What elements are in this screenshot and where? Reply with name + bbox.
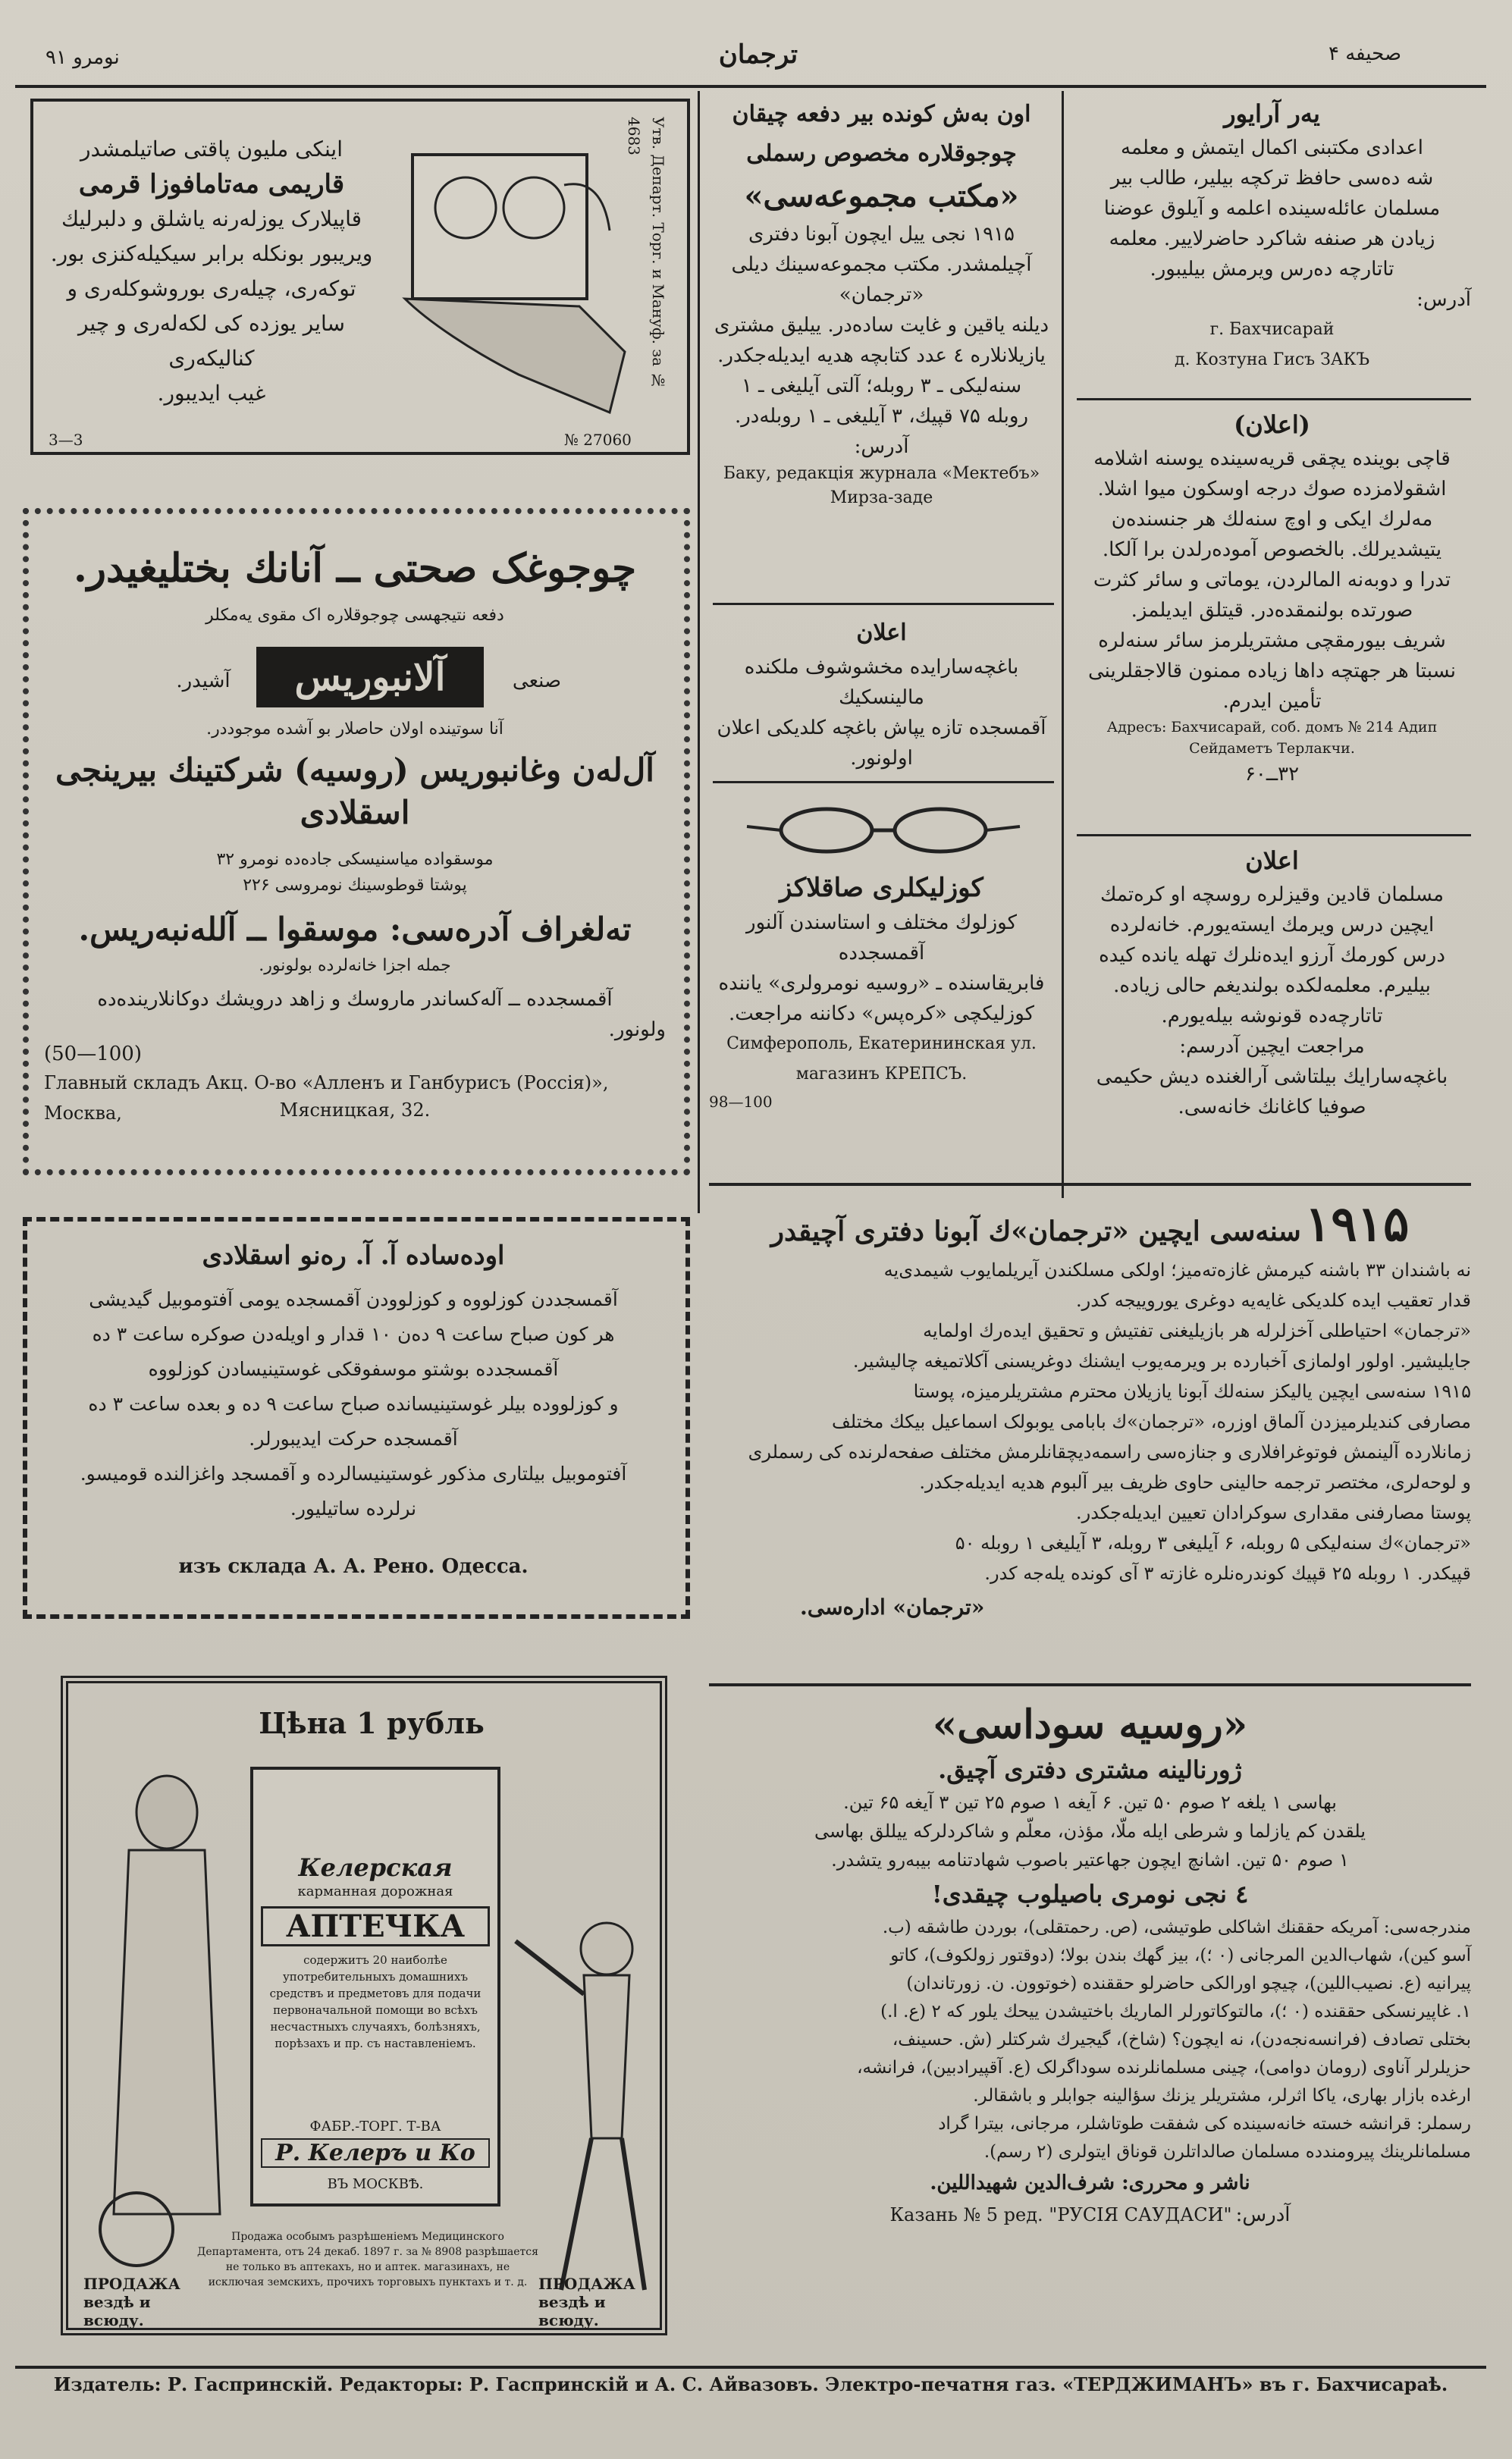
terjuman-subscription xyxy=(709,1194,1471,1626)
text-line: نسبتا هر جهتچه داها زیاده ممنون قالاجقلرینی xyxy=(1087,660,1457,682)
text-line: Баку, редакція журнала «Мектебъ» xyxy=(723,464,1040,483)
sodasi-address xyxy=(709,2200,1471,2230)
sodasi-subtitle: ژورنالینه مشتری دفتری آچیق. xyxy=(938,1755,1242,1784)
russia-sodasi-ad xyxy=(709,1698,1471,2230)
text-line: غیب ایدیبور. xyxy=(157,381,266,406)
text-line: магазинъ КРЕПСЪ. xyxy=(795,1065,968,1084)
text-line: زیادن هر صنفه شاکرد حاضرلاییر. معلمه xyxy=(1109,227,1435,250)
text-line: مندرجەسی: آمریکه حققنك اشاکلی طوتیشی، (ص. رحمتقلی)، بوردن طاشقه (ب. xyxy=(882,1918,1471,1937)
ad-aptechka xyxy=(61,1676,667,2335)
text-line: حزیلرلر آناوی (رومان دوامی)، چینی مسلمانلرنده سوداگرلک (ع. آقپیرادبین)، فرانشه، xyxy=(857,2058,1471,2078)
text-line: دیلنه یاقین و غایت سادەدر. ییلیق مشتری xyxy=(714,314,1049,337)
aptechka-maker2: Р. Келеръ и Ко xyxy=(261,2138,490,2168)
aptechka-sale-left: ПРОДАЖА вездѣ и всюду. xyxy=(83,2275,180,2329)
aptechka-sale-right: ПРОДАЖА вездѣ и всюду. xyxy=(538,2275,635,2329)
text-line: و کوزلووده بیلر غوستینیسانده صباح ساعت ۹ ده و بعده ساعت ۳ ده xyxy=(88,1393,619,1415)
text-line: بیلیرم. معلمەلکده بولندیغم حالی زیاده. xyxy=(1113,974,1431,997)
heading-rest: سنەسی ایچین «ترجمان»ك آبونا دفتری آچیقدر xyxy=(770,1215,1301,1247)
text-line: آقمسجدده xyxy=(838,942,925,964)
ad-childhealth-company: آل‌لەن وغانبوریس (روسیه) شرکتینك بیرینجی اسقلادی xyxy=(55,751,654,831)
text-line: г. Бахчисарай xyxy=(1209,320,1335,339)
text-line: Мирза-заде xyxy=(830,488,933,507)
page-label: صحیفه ۴ xyxy=(1328,42,1402,65)
text-line: آقمسجده حرکت ایدیبورلر. xyxy=(249,1428,458,1450)
text-line: آسو کین)، شهاب‌الدین المرجانی (۰ ؛)، بیز گهك بندن بولا؛ (دوقتور زولکوف)، کاتو xyxy=(890,1946,1471,1965)
aptechka-box xyxy=(250,1767,500,2207)
text-line: زمانلارده آلینمش فوتوغرافلاری و جنازەسی راسمەدیچقانلرمش مختلف صفحەلرنده کی رسملری xyxy=(748,1441,1471,1463)
ad-tobacco-code: 3—3 xyxy=(49,431,83,449)
ad-tobacco xyxy=(30,99,690,455)
text-line: آفتوموبیل بیلتاری مذکور غوستینیسالرده و آقمسجد واغزالنده قومیسو. xyxy=(80,1463,627,1485)
aptechka-maker3: ВЪ МОСКВѢ. xyxy=(327,2176,424,2192)
ad-tobacco-text xyxy=(49,132,375,411)
section-heading: کوزلیکلری صاقلاکز xyxy=(780,873,983,903)
text-line: فابریقاسنده ـ «روسیه نومرولری» یاننده xyxy=(718,972,1045,995)
text-line: بختلی تصادف (فرانسەنجەدن)، نه ایچون؟ (شاخ)، گیجیرك شرکتلر (ش. حسینف، xyxy=(892,2030,1471,2050)
ad-childhealth-title: چوجوغک صحتی ــ آنانك بختلیغیدر. xyxy=(73,545,637,591)
price-line: «ترجمان»ك سنەلیکی ۵ روبله، ۶ آیلیغی ۳ روبله، ۳ آیلیغی ۱ روبله ۵۰ xyxy=(955,1532,1471,1554)
ad-childhealth-russian2: Мясницкая, 32. xyxy=(279,1099,431,1121)
ad-tobacco-permit: Утв. Департ. Торг. и Мануф. за № 4683 xyxy=(625,117,667,390)
text-line: یتیشدیرلك. بالخصوص آمودەرلدن برا آلکا. xyxy=(1102,538,1442,561)
ad-childhealth-addr2: پوشتا قوطوسینك نومروسی ۲۲۶ xyxy=(243,876,467,895)
text-line: آقمسجددن کوزلووه و کوزلوودن آقمسجده یومی آفتوموبیل گیدیشی xyxy=(89,1288,618,1310)
text-line: قدار تعقیب ایده کلدیکی غایه‌یه دوغری یوروییجه کدر. xyxy=(1076,1290,1471,1311)
text-line: اشقولامزده صوك درجه اوسکون میوا اشلا. xyxy=(1097,478,1447,500)
aptechka-title: АПТЕЧКА xyxy=(261,1906,490,1946)
sodasi-title: «روسیه سوداسی» xyxy=(932,1702,1248,1748)
section-heading: یەر آرایور xyxy=(1224,99,1320,128)
text-line: یلقدن کم یازلما و شرطی ایله ملّا، مؤذن، معلّم و شاکردلرکه ییللق بهاسی xyxy=(814,1821,1366,1842)
aptechka-maker1: ФАБР.-ТОРГ. Т-ВА xyxy=(309,2119,441,2134)
year-heading: ۱۹۱۵ xyxy=(1304,1196,1410,1253)
ad-childhealth-line2: آنا سوتینده اولان حاصلار بو آشده موجوددر. xyxy=(206,720,503,739)
column-rule xyxy=(698,91,700,1213)
yer-ad xyxy=(1073,95,1471,375)
price-line: قپیکدر. ۱ روبله ۲۵ قپیك کوندرەنلرە غازته ۳ آی کونده یلەجه کدر. xyxy=(984,1563,1471,1584)
address-label: آدرس: xyxy=(1416,288,1471,311)
section-heading: اعلان xyxy=(1245,846,1299,875)
issue-heading: ٤ نجی نومری باصیلوب چیقدی! xyxy=(931,1880,1249,1909)
text-line: آقمسجدده بوشتو موسفوقکی غوستینیسادن کوزلووه xyxy=(148,1358,559,1380)
text-line: کوزلوك مختلف و استاسندن آلنور xyxy=(746,911,1017,934)
ad-automobile xyxy=(23,1217,690,1619)
text-line: سایر یوزده کی لکەلەری و چیر کنالیکەری xyxy=(77,311,346,371)
section-rule xyxy=(709,1683,1471,1686)
brand-box: آلانبوریس xyxy=(256,647,484,707)
text-line: قاریمی مەتامافوزا قرمی xyxy=(78,169,345,199)
text-line: جایلیشیر. اولور اولمازی آخبارده بر ویرمەیوب ایشنك دوغریسنی آکلاتمیغه چالیشیر. xyxy=(852,1350,1471,1372)
text-line: پیرانیه (ع. نصیب‌اللین)، چیچو اورالکی حاضرلو حققنده (خوتوون. ن. زورتاندان) xyxy=(906,1974,1471,1993)
ad-childhealth-line3: جمله اجزا خانەلرده بولونور. xyxy=(259,956,451,975)
text-line: نرلرده ساتیلیور. xyxy=(290,1498,417,1520)
section-rule xyxy=(1077,834,1471,836)
ad-childhealth-line4: آقمسجدده ــ آلەکساندر ماروسك و زاهد درویشك دوکانلارینده‌ده xyxy=(97,988,613,1011)
mid-elan xyxy=(709,614,1054,773)
maktab-ad xyxy=(709,95,1054,510)
text-line: هر کون صباح ساعت ۹ دەن ۱۰ قدار و اویلەدن صوکره ساعت ۳ ده xyxy=(92,1323,615,1345)
address-value: Казань № 5 ред. "РУСІЯ САУДАСИ" xyxy=(889,2204,1232,2225)
text-line: باغچەسارایده مخشوشوف ملکنده مالینسکیك xyxy=(744,656,1019,709)
ad-childhealth-subtitle: دفعه نتیجهسی چوجوقلاره اک مقوی یەمکلر xyxy=(205,606,504,625)
text-line: بهاسی ۱ یلغه ۲ صوم ۵۰ تین. ۶ آیغه ۱ صوم ۲۵ تین ۳ آیغه ۶۵ تین. xyxy=(843,1792,1337,1813)
text-line: قاچی بوینده یچقی قریەسینده یوسنه اشلامه xyxy=(1093,447,1451,470)
section-rule xyxy=(713,781,1054,783)
aptechka-permit: Продажа особымъ разрѣшеніемъ Медицинского Департамента, отъ 24 декаб. 1897 г. за № 8908 разрѣшается не только въ аптекахъ, но и аптек. магазинахъ, не исключая земскихъ, прочихъ торговыхъ пунктахъ и т. д. xyxy=(197,2231,538,2288)
text-line: سنەلیکی ـ ۳ روبله؛ آلتی آیلیغی ـ ۱ xyxy=(741,375,1022,397)
text-line: مسلمان عائلەسینده اعلمه و آیلوق عوضنا xyxy=(1103,197,1441,220)
text-line: یازیلانلاره ٤ عدد کتابچه هدیه ایدیلەجکدر. xyxy=(717,344,1046,367)
text-line: مەلرك ایکی و اوچ سنەلك هر جنسندەن xyxy=(1111,508,1433,531)
text-line: Адресъ: Бахчисарай, соб. домъ № 214 Адип Сейдаметъ Терлакчи. xyxy=(1106,719,1438,757)
text-line: مسلمانلرینك پیرومندده مسلمان صالداتلرن قوناق ایتولری (۲ رسم). xyxy=(983,2142,1471,2162)
text-line: ۱. غاپیرنسکی حققنده (۰ ؛)، مالتوکاتورلر الماریك باختیشدن ییحك یلور که ۲ (ع. ا.) xyxy=(880,2002,1471,2021)
text-line: نه باشندان ۳۳ باشنه کیرمش غازەتەمیز؛ اولکی مسلکندن آیریلمایوب شیمدی‌یه xyxy=(883,1259,1471,1281)
text-line: ۱۹۱۵ سنەسی ایچین یالیکز سنەلك آبونا یازیلان محترم مشتریلرمیزه، پوستا xyxy=(913,1381,1471,1402)
text-line: شه دەسی حافظ ترکچه بیلیر، طالب بیر xyxy=(1110,167,1434,190)
text-line: و لوحەلری، مختصر ترجمه حالینی حاوی ظریف بیر آلبوم هدیه ایدیلەجکدر. xyxy=(919,1472,1471,1493)
text-line: رسملر: قرانشه خسته خانەسینده کی شفقت طوتاشلر، مرجانی، بیترا گراد xyxy=(938,2114,1471,2134)
text-line: Симферополь, Екатерининская ул. xyxy=(726,1034,1037,1053)
terjuman-heading xyxy=(709,1194,1471,1255)
text-line: روبله ۷۵ قپیك، ۳ آیلیغی ـ ۱ روبلەدر. xyxy=(734,405,1029,428)
column-rule xyxy=(1062,91,1064,1198)
eyeglasses-icon xyxy=(743,796,1024,864)
text-line: ایچین درس ویرمك ایستەیورم. خانەلرده xyxy=(1109,914,1435,936)
terjuman-body xyxy=(709,1255,1471,1589)
text-line: اولونور. xyxy=(850,747,913,770)
text-line: کوزلیکچی «کرەپس» دکاننه مراجعت. xyxy=(728,1002,1035,1025)
text-line: مسلمان قادین وقیزلره روسچه او کرەتمك xyxy=(1099,883,1445,906)
aptechka-desc: содержитъ 20 наиболѣе употребительныхъ домашнихъ средствъ и предметовъ для подачи первоначальной помощи во всѣхъ несчастныхъ случаяхъ, болѣзняхъ, порѣзахъ и пр. съ наставленіемъ. xyxy=(269,1953,482,2050)
text-line: آدرس: xyxy=(854,435,909,458)
terjuman-signature: «ترجمان» ادارەسی. xyxy=(800,1595,985,1620)
text-line: آچیلمشدر. مکتب مجموعەسینك دیلی «ترجمان» xyxy=(731,253,1032,306)
section-rule xyxy=(709,1183,1471,1186)
ad-automobile-russian: изъ склада А. А. Рено. Одесса. xyxy=(178,1555,529,1578)
section-heading: اعلان xyxy=(856,619,907,646)
text-line: اعدادی مکتبنی اکمال ایتمش و معلمه xyxy=(1121,136,1423,159)
text-line: ارغده بازار بهاری، یاکا اثرلر، مشتریلر یزنك سؤالینه جوابلر و باشقالر. xyxy=(973,2086,1471,2106)
ad-tobacco-number: № 27060 xyxy=(564,431,632,449)
sodasi-contents xyxy=(709,1914,1471,2166)
ad-automobile-body xyxy=(42,1282,664,1526)
footer-imprint: Издатель: Р. Гаспринскій. Редакторы: Р. Гаспринскій и А. С. Айвазовъ. Электро-печатня газ. «ТЕРДЖИМАНЪ» въ г. Бахчисараѣ. xyxy=(53,2373,1448,2395)
issue-number: نومرو ۹۱ xyxy=(45,46,120,69)
text-line: اون بەش کونده بیر دفعه چیقان xyxy=(732,101,1031,127)
text-line: صوفیا کاغانك خانەسی. xyxy=(1178,1096,1366,1118)
hand-holding-box-icon xyxy=(382,124,632,420)
aptechka-price: Цѣна 1 рубль xyxy=(259,1706,485,1740)
brand-left-text: صنعی xyxy=(512,670,562,692)
text-line: توکەری، چیلەری بوروشوکلەری و xyxy=(67,276,356,301)
sodasi-publisher: ناشر و محرری: شرف‌الدین شهیداللین. xyxy=(930,2172,1250,2194)
text-line: باغچەسارایك بیلتاشی آرالغنده دیش حکیمی xyxy=(1096,1065,1448,1088)
code-number: ۳۲ــ۶۰ xyxy=(1244,763,1300,786)
text-line: تدرا و دوبەنه المالردن، یوماتی و سائر کثرت xyxy=(1093,569,1451,591)
ad-childhealth-russian1: Главный складъ Акц. О-во «Алленъ и Ганбурисъ (Россія)», Москва, xyxy=(44,1072,609,1124)
text-line: ویریبور بونکله برابر سیکیلەکنزی بور. xyxy=(50,241,373,266)
text-line: д. Козтуна Гисъ ЗАКЪ xyxy=(1174,350,1370,369)
aptechka-brand: Келерская xyxy=(298,1853,453,1882)
ad-childhealth-code: (50—100) xyxy=(44,1043,142,1065)
code-number: 98—100 xyxy=(709,1093,773,1111)
statue-figure-icon xyxy=(76,1759,258,2275)
section-heading: (اعلان) xyxy=(1234,410,1310,439)
text-line: چوجوقلاره مخصوص رسملی xyxy=(746,140,1017,167)
right-elan-2 xyxy=(1073,842,1471,1122)
right-elan-1 xyxy=(1073,406,1471,789)
text-line: درس کورمك آرزو ایدەنلرك تهلە یانده کیده xyxy=(1099,944,1445,967)
text-line: تاتارچەده قونوشه بیلەیورم. xyxy=(1161,1005,1383,1027)
text-line: پوستا مصارفنی مقداری سوکرادان تعیین ایدیلەجکدر. xyxy=(1076,1502,1471,1523)
footer-rule xyxy=(15,2366,1486,2369)
text-line: ۱ صوم ۵۰ تین. اشانچ ایچون جهاعتیر باصوب شهادتنامه بیبەرو یتشدر. xyxy=(831,1849,1349,1871)
text-line: مصارفی کندیلرمیزدن آلماق اوزره، «ترجمان»ك بابامی یوبولک اسماعیل بیکك مختلف xyxy=(831,1411,1471,1432)
glasses-ad xyxy=(709,868,1054,1114)
section-rule xyxy=(1077,398,1471,400)
text-line: آقمسجده تازه یپاش باغچه کلدیکی اعلان xyxy=(717,717,1046,739)
text-line: ۱۹۱۵ نجی ییل ایچون آبونا دفتری xyxy=(748,223,1015,246)
header-rule xyxy=(15,85,1486,88)
text-line: «مکتب مجموعەسی» xyxy=(744,178,1019,214)
text-line: شریف بیورمقچی مشتریلرمز سائر سنەلره xyxy=(1098,629,1446,652)
text-line: اینکی ملیون پاقتی صاتیلمشدر xyxy=(80,136,343,162)
brand-right-text: آشیدر. xyxy=(176,670,231,692)
ad-childhealth-telegraph: تەلغراف آدرەسی: موسقوا ــ آللەنبەریس. xyxy=(78,911,632,948)
masthead-title: ترجمان xyxy=(718,39,798,70)
text-line: قاپیلارک یوزلەرنە یاشلق و دلبرلیك xyxy=(61,206,362,231)
aptechka-brand2: карманная дорожная xyxy=(297,1883,453,1899)
text-line: تأمین ایدرم. xyxy=(1222,690,1322,713)
text-line: مراجعت ایچین آدرسم: xyxy=(1179,1035,1365,1058)
ad-childhealth xyxy=(23,508,690,1175)
text-line: «ترجمان» احتیاطلی آخزلرله هر بازیلیغنی تفتیش و تحقیق ایدەرك اولمایه xyxy=(923,1320,1471,1341)
text-line: صورتده بولنمقده‌در. قیتلق ایدیلمز. xyxy=(1131,599,1413,622)
ad-childhealth-line5: ولونور. xyxy=(608,1018,666,1041)
text-line: تاتارچه دەرس ویرمش بیلیبور. xyxy=(1150,258,1394,281)
ad-automobile-title: اودەسادە آ. آ. رەنو اسقلادی xyxy=(202,1240,505,1271)
section-rule xyxy=(713,603,1054,605)
address-label: آدرس: xyxy=(1235,2203,1291,2226)
ad-childhealth-addr1: موسقواده میاسنیسکی جاده‌ده نومرو ۳۲ xyxy=(216,850,494,869)
